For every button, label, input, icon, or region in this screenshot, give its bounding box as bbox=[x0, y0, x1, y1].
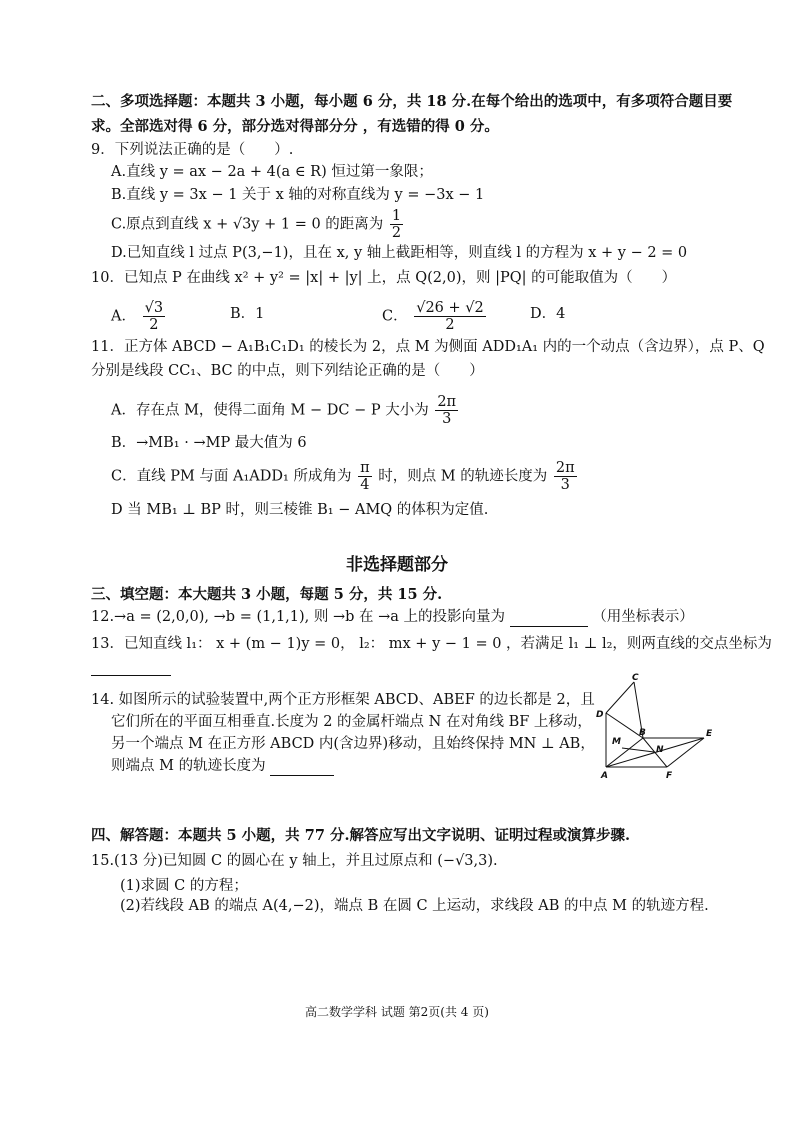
q14-line4 bbox=[111, 756, 334, 776]
q10-stem: 10．已知点 P 在曲线 x² + y² = |x| + |y| 上，点 Q(2,0)，则 |PQ| 的可能取值为（ ） bbox=[91, 270, 677, 286]
label-b: B bbox=[639, 728, 646, 738]
q11-a-text: A．存在点 M，使得二面角 M − DC − P 大小为 bbox=[111, 402, 429, 419]
q14-line2: 它们所在的平面互相垂直.长度为 2 的金属杆端点 N 在对角线 BF 上移动， bbox=[111, 714, 592, 730]
q13-answer-line bbox=[91, 656, 171, 676]
q14-answer-blank[interactable] bbox=[270, 759, 334, 776]
label-f: F bbox=[666, 771, 673, 781]
q11-stem-cont: 分别是线段 CC₁、BC 的中点，则下列结论正确的是（ ） bbox=[91, 363, 484, 379]
q9-option-b: B.直线 y = 3x − 1 关于 x 轴的对称直线为 y = −3x − 1 bbox=[111, 187, 485, 203]
line-db bbox=[606, 713, 643, 738]
label-c: C bbox=[632, 673, 639, 683]
section2-heading: 二、多项选择题：本题共 3 小题，每小题 6 分，共 18 分.在每个给出的选项中，有多项符合题目要 bbox=[91, 93, 733, 110]
q13-answer-blank[interactable] bbox=[91, 659, 171, 676]
q11-stem: 11．正方体 ABCD − A₁B₁C₁D₁ 的棱长为 2，点 M 为侧面 ADD₁A₁ 内的一个动点（含边界），点 P、Q bbox=[91, 339, 765, 355]
q15-part1: (1)求圆 C 的方程； bbox=[120, 878, 248, 894]
q13-text: 13．已知直线 l₁： x + (m − 1)y = 0， l₂： mx + y − 1 = 0 ，若满足 l₁ ⊥ l₂，则两直线的交点坐标为 bbox=[91, 636, 772, 652]
section2-heading-cont: 求。全部选对得 6 分，部分选对得部分分 ，有选错的得 0 分。 bbox=[91, 118, 499, 135]
q15-part2: (2)若线段 AB 的端点 A(4,−2)，端点 B 在圆 C 上运动，求线段 AB 的中点 M 的轨迹方程. bbox=[120, 898, 709, 914]
q10-option-a bbox=[111, 300, 167, 333]
q9-option-c-text: C.原点到直线 x + √3y + 1 = 0 的距离为 bbox=[111, 216, 384, 233]
q9-stem: 9．下列说法正确的是（ ）. bbox=[91, 142, 294, 158]
q10-a-numerator: √3 bbox=[144, 300, 164, 316]
q10-c-denominator: 2 bbox=[445, 317, 455, 333]
q14-cube-figure bbox=[592, 672, 722, 782]
edge-dc bbox=[606, 682, 634, 713]
q11-a-numerator: 2π bbox=[437, 394, 457, 410]
q11-c-denominator-1: 4 bbox=[360, 477, 370, 493]
label-a: A bbox=[601, 771, 608, 781]
q9-c-denominator: 2 bbox=[391, 225, 402, 241]
q11-c-numerator-1: π bbox=[360, 460, 370, 476]
q11-option-a bbox=[111, 394, 460, 427]
q11-c-fraction-2 bbox=[554, 460, 577, 493]
section3-heading: 三、填空题：本大题共 3 小题，每题 5 分，共 15 分. bbox=[91, 586, 443, 603]
q11-c-numerator-2: 2π bbox=[555, 460, 575, 476]
label-d: D bbox=[596, 710, 604, 720]
q10-option-b: B．1 bbox=[230, 306, 265, 322]
q9-c-numerator: 1 bbox=[391, 208, 402, 224]
q12-answer-blank[interactable] bbox=[510, 610, 588, 627]
q10-option-c bbox=[382, 300, 488, 333]
q9-option-c bbox=[111, 208, 405, 241]
page-footer: 高二数学学科 试题 第2页(共 4 页) bbox=[305, 1005, 489, 1019]
q10-a-denominator: 2 bbox=[149, 317, 159, 333]
q10-a-fraction bbox=[143, 300, 165, 333]
q9-option-d: D.已知直线 l 过点 P(3,−1)，且在 x, y 轴上截距相等，则直线 l 的方程为 x + y − 2 = 0 bbox=[111, 245, 688, 261]
q10-c-numerator: √26 + √2 bbox=[416, 300, 484, 316]
q11-a-fraction bbox=[435, 394, 458, 427]
part2-title: 非选择题部分 bbox=[346, 555, 448, 575]
q14-line4-text: 则端点 M 的轨迹长度为 bbox=[111, 758, 266, 774]
q10-option-d: D．4 bbox=[530, 306, 566, 322]
label-e: E bbox=[706, 729, 713, 739]
q11-option-d: D 当 MB₁ ⊥ BP 时，则三棱锥 B₁ − AMQ 的体积为定值. bbox=[111, 502, 489, 518]
q12-suffix: （用坐标表示） bbox=[592, 609, 694, 625]
q10-a-label: A． bbox=[111, 308, 136, 325]
q14-line1: 14. 如图所示的试验装置中,两个正方形框架 ABCD、ABEF 的边长都是 2，且 bbox=[91, 692, 595, 708]
edge-fe bbox=[667, 738, 704, 767]
q15-stem: 15.(13 分)已知圆 C 的圆心在 y 轴上，并且过原点和 (−√3,3). bbox=[91, 853, 498, 869]
label-m: M bbox=[612, 737, 621, 747]
q11-a-denominator: 3 bbox=[442, 411, 452, 427]
q14-line3: 另一个端点 M 在正方形 ABCD 内(含边界)移动，且始终保持 MN ⊥ AB， bbox=[111, 736, 595, 752]
q11-c-fraction-1 bbox=[358, 460, 372, 493]
q10-c-fraction bbox=[414, 300, 486, 333]
label-n: N bbox=[656, 745, 664, 755]
q12 bbox=[91, 607, 694, 627]
rod-mn bbox=[622, 748, 654, 752]
q11-option-b: B．→MB₁ · →MP 最大值为 6 bbox=[111, 435, 307, 451]
q11-c-mid-text: 时，则点 M 的轨迹长度为 bbox=[378, 468, 548, 485]
q11-option-c bbox=[111, 460, 579, 493]
q9-option-c-fraction bbox=[390, 208, 403, 241]
q9-option-a: A.直线 y = ax − 2a + 4(a ∈ R) 恒过第一象限； bbox=[111, 164, 433, 180]
q12-text: 12.→a = (2,0,0), →b = (1,1,1), 则 →b 在 →a 上的投影向量为 bbox=[91, 609, 506, 625]
section4-heading: 四、解答题：本题共 5 小题，共 77 分.解答应写出文字说明、证明过程或演算步骤. bbox=[91, 827, 631, 844]
q11-c-text: C．直线 PM 与面 A₁ADD₁ 所成角为 bbox=[111, 468, 352, 485]
q10-c-label: C． bbox=[382, 308, 408, 325]
q11-c-denominator-2: 3 bbox=[560, 477, 570, 493]
